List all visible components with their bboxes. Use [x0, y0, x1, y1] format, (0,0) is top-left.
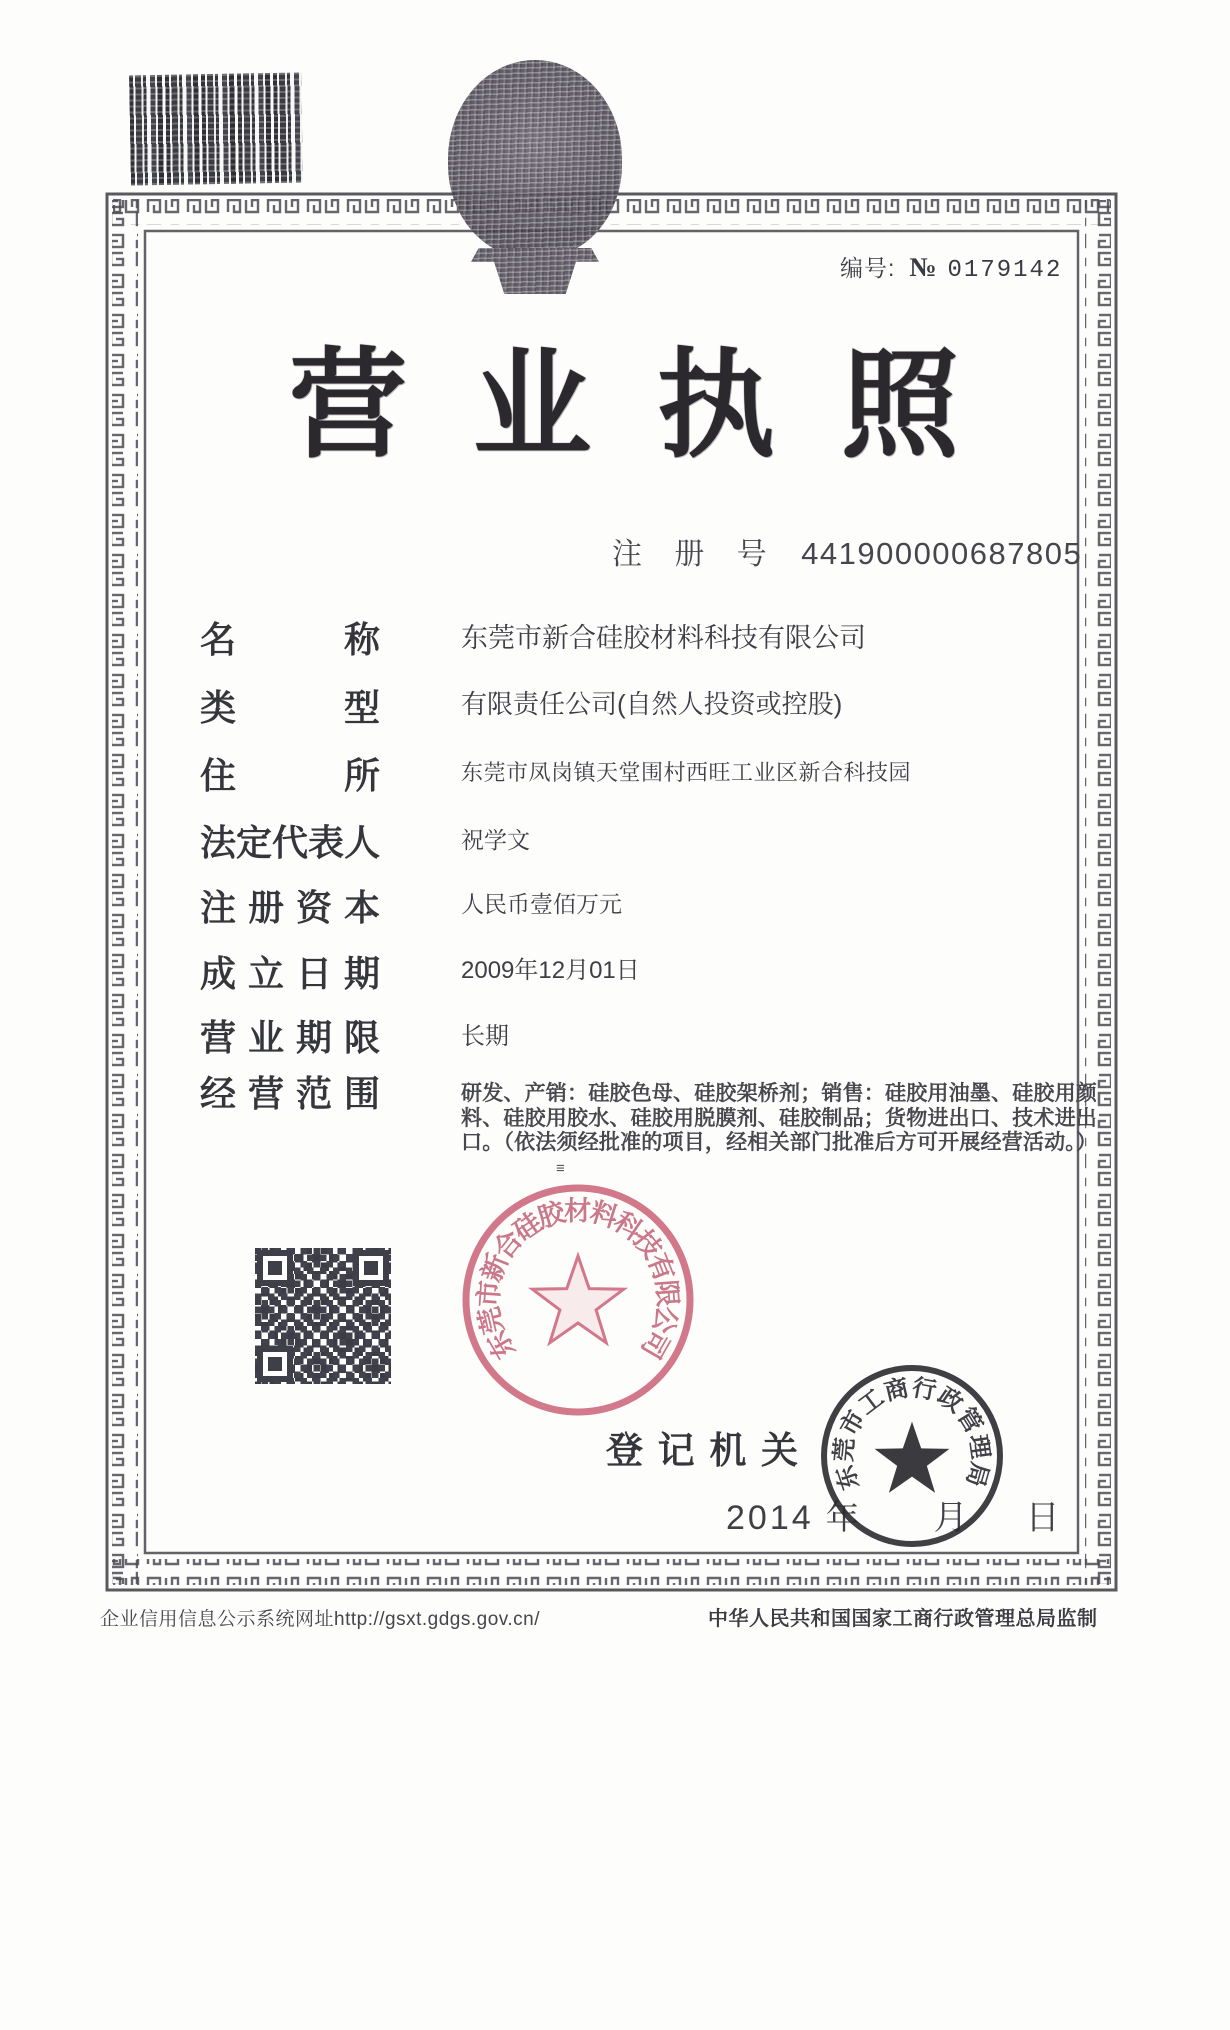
year-char: 年 — [825, 1499, 860, 1537]
issue-year: 2014 — [726, 1499, 814, 1537]
qr-finder-bottom-left — [257, 1346, 293, 1382]
barcode-icon — [129, 73, 303, 186]
day-char: 日 — [1025, 1499, 1060, 1537]
field-value-business-term: 长期 — [461, 1023, 509, 1050]
registry-authority-label: 登 记 机 关 — [606, 1430, 798, 1471]
field-label-address: 住 所 — [200, 755, 380, 796]
field-value-registered-capital: 人民币壹佰万元 — [461, 891, 622, 917]
national-emblem-icon — [448, 60, 622, 296]
footer-public-system-url: 企业信用信息公示系统网址http://gsxt.gdgs.gov.cn/ — [100, 1609, 540, 1630]
issue-date-line — [726, 1490, 1060, 1539]
field-label-registered-capital: 注 册 资 本 — [200, 887, 380, 928]
emblem-circle — [448, 60, 622, 258]
month-char: 月 — [933, 1499, 968, 1537]
field-value-type: 有限责任公司(自然人投资或控股) — [461, 689, 843, 719]
qr-code-icon — [255, 1248, 391, 1384]
qr-finder-top-left — [257, 1250, 293, 1286]
field-value-legal-representative: 祝学文 — [461, 827, 530, 853]
company-seal-text: 东莞市新合硅胶材料科技有限公司 — [473, 1195, 683, 1365]
field-value-business-scope: 研发、产销：硅胶色母、硅胶架桥剂；销售：硅胶用油墨、硅胶用颜料、硅胶用胶水、硅胶用脱膜剂、硅胶制品；货物进出口、技术进出口。（依法须经批准的项目，经相关部门批准后方可开展经营活动。） — [461, 1082, 1098, 1154]
registration-number-value: 441900000687805 — [801, 536, 1083, 571]
footer-issuer: 中华人民共和国国家工商行政管理总局监制 — [708, 1608, 1098, 1630]
field-label-type: 类 型 — [200, 687, 380, 728]
qr-finder-top-right — [353, 1250, 389, 1286]
registry-stamp-text: 东莞市工商行政管理局 — [830, 1374, 994, 1494]
field-label-name: 名 称 — [200, 619, 380, 660]
scope-trailing-mark: ≡ — [556, 1160, 565, 1177]
field-label-business-scope: 经 营 范 围 — [200, 1073, 380, 1114]
registration-number-label: 注 册 号 — [612, 538, 779, 571]
serial-label: 编号: — [840, 255, 896, 281]
emblem-base — [471, 248, 599, 294]
serial-number: 0179142 — [947, 257, 1063, 284]
field-label-established-date: 成 立 日 期 — [200, 953, 380, 994]
serial-number-line — [840, 250, 1062, 284]
field-label-business-term: 营 业 期 限 — [200, 1017, 380, 1058]
field-value-name: 东莞市新合硅胶材料科技有限公司 — [461, 623, 866, 653]
field-value-address: 东莞市凤岗镇天堂围村西旺工业区新合科技园 — [461, 760, 912, 785]
document-title: 营业执照 — [289, 340, 1026, 472]
field-value-established-date: 2009年12月01日 — [461, 957, 640, 984]
registration-number-line — [612, 529, 1082, 573]
field-label-legal-representative: 法 定 代 表 人 — [200, 822, 381, 863]
numero-sign: № — [909, 252, 938, 282]
